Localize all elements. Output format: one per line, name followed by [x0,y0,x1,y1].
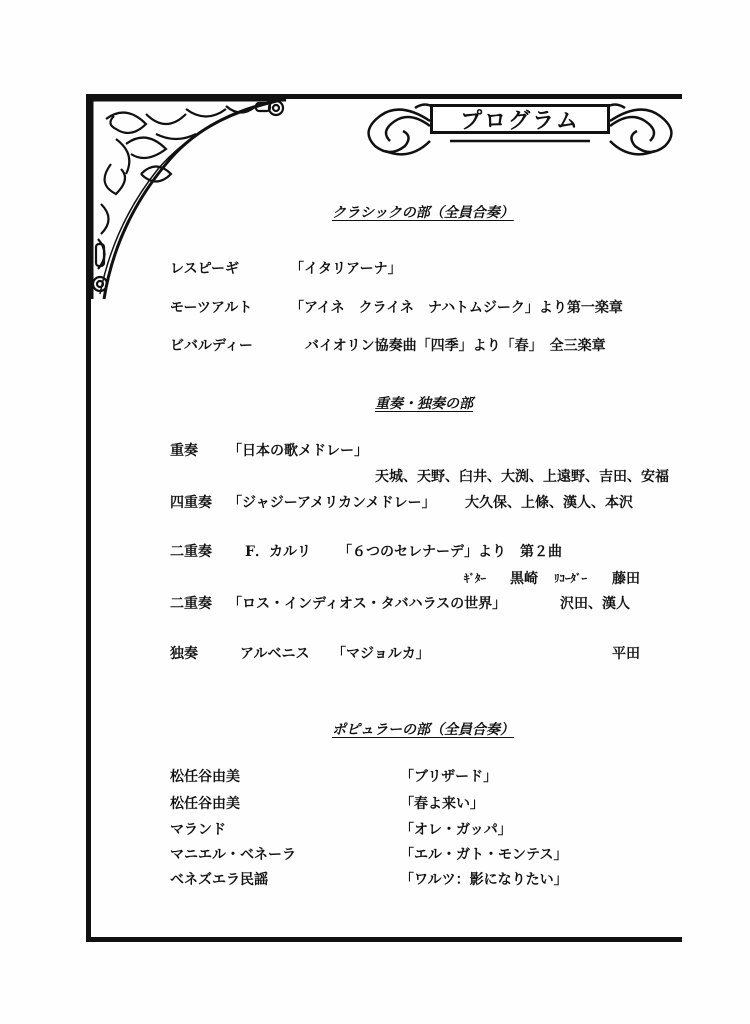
popular-artist-1: 松任谷由美 [170,769,240,785]
ensemble-form-4: 二重奏 [170,596,212,612]
classic-composer-3: ビバルディー [170,338,253,354]
ensemble-piece-5: 「マジョルカ」 [332,646,430,662]
popular-artist-2: 松任谷由美 [170,796,240,812]
ensemble-form-3: 二重奏 [170,544,212,560]
popular-heading: ポピュラーの部（全員合奏） [332,722,514,738]
ensemble-composer-5: アルベニス [240,646,310,662]
popular-piece-5: 「ワルツ：影になりたい」 [400,872,568,888]
program-title: プログラム [430,104,610,134]
ensemble-composer-3: F．カルリ [245,544,311,560]
classic-piece-3: バイオリン協奏曲「四季」より「春」 全三楽章 [305,338,606,354]
frame-bottom-rule [86,937,682,942]
ensemble-form-2: 四重奏 [170,495,212,511]
ensemble-piece-4: 「ロス・インディオス・タバハラスの世界」 [228,596,507,612]
popular-artist-5: ベネズエラ民謡 [170,872,268,888]
ensemble-piece-2: 「ジャジーアメリカンメドレー」 [228,495,436,511]
ensemble-perf1-instrument: ｷﾞﾀｰ [464,572,486,585]
ensemble-perf2-name: 藤田 [612,571,640,587]
ensemble-heading: 重奏・独奏の部 [375,396,473,412]
popular-piece-2: 「春よ来い」 [400,796,484,812]
classic-piece-1: 「イタリアーナ」 [290,261,402,277]
popular-artist-3: マランド [170,822,226,838]
popular-piece-4: 「エル・ガト・モンテス」 [400,847,568,863]
popular-piece-3: 「オレ・ガッパ」 [400,822,512,838]
ensemble-performers-5: 平田 [612,646,640,662]
ensemble-perf2-instrument: ﾘｺｰﾀﾞｰ [554,572,587,585]
ensemble-form-1: 重奏 [170,443,198,459]
popular-artist-4: マニエル・ベネーラ [170,847,296,863]
popular-piece-1: 「ブリザード」 [400,769,498,785]
ensemble-performers-4: 沢田、漢人 [560,596,630,612]
classic-heading: クラシックの部（全員合奏） [332,205,514,221]
classic-composer-1: レスピーギ [170,261,240,277]
ensemble-form-5: 独奏 [170,646,198,662]
ensemble-piece-3: 「６つのセレナーデ」より 第２曲 [338,544,562,560]
ensemble-performers-1: 天城、天野、臼井、大渕、上遠野、吉田、安福 [375,469,669,485]
ensemble-piece-1: 「日本の歌メドレー」 [228,443,368,459]
classic-composer-2: モーツアルト [170,300,253,316]
ensemble-performers-2: 大久保、上條、漢人、本沢 [465,495,633,511]
classic-piece-2: 「アイネ クライネ ナハトムジーク」より第一楽章 [290,300,623,316]
ensemble-perf1-name: 黒崎 [510,571,538,587]
